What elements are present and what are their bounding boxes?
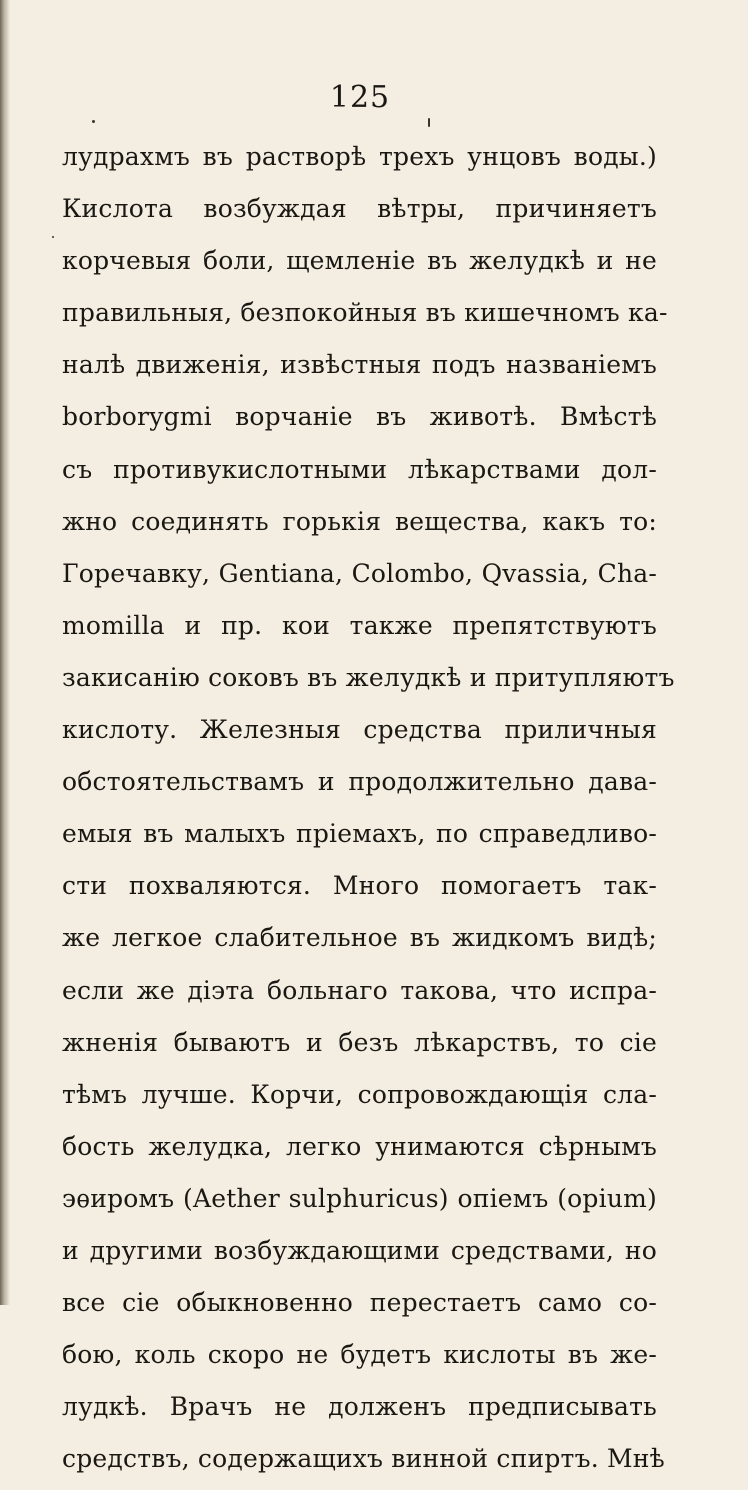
text-line: налѣ движенія, извѣстныя подъ названіемъ	[62, 350, 657, 380]
text-line: все сіе обыкновенно перестаетъ само со-	[62, 1288, 657, 1318]
text-line: и другими возбуждающими средствами, но	[62, 1235, 657, 1265]
text-line: кислоту. Железныя средства приличныя	[62, 715, 657, 745]
print-speck	[92, 120, 95, 123]
text-line: закисанію соковъ въ желудкѣ и притупляютъ	[62, 662, 675, 692]
text-line: обстоятельствамъ и продолжительно дава-	[62, 767, 657, 797]
text-line: корчевыя боли, щемленіе въ желудкѣ и не	[62, 246, 657, 276]
text-line: жненія бываютъ и безъ лѣкарствъ, то сіе	[62, 1027, 657, 1057]
body-text	[62, 136, 675, 1490]
page-edge-shadow	[0, 0, 10, 1305]
page-number: 125	[329, 80, 391, 115]
text-line: жно соединять горькія вещества, какъ то:	[62, 506, 657, 536]
text-line: правильныя, безпокойныя въ кишечномъ ка-	[62, 298, 668, 328]
text-line: если же діэта больнаго такова, что испра-	[62, 975, 657, 1005]
text-line: borborygmi ворчаніе въ животѣ. Вмѣстѣ	[62, 402, 657, 432]
text-line: средствъ, содержащихъ винной спиртъ. Мнѣ	[62, 1444, 665, 1474]
text-line: бою, коль скоро не будетъ кислоты въ же-	[62, 1340, 657, 1370]
text-line: лудкѣ. Врачъ не долженъ предписывать	[62, 1392, 657, 1422]
text-line: емыя въ малыхъ пріемахъ, по справедливо-	[62, 819, 657, 849]
text-line: тѣмъ лучше. Корчи, сопровождающія сла-	[62, 1079, 657, 1109]
text-line: лудрахмъ въ растворѣ трехъ унцовъ воды.)	[62, 142, 657, 171]
text-line: сти похваляются. Много помогаетъ так-	[62, 871, 657, 901]
text-line: Горечавку, Gentiana, Colombo, Qvassia, Cha-	[62, 558, 657, 588]
text-line: бость желудка, легко унимаются сѣрнымъ	[62, 1131, 657, 1161]
print-speck	[428, 118, 430, 127]
text-line: эѳиромъ (Aether sulphuricus) опіемъ (opium)	[62, 1183, 657, 1213]
text-line: Кислота возбуждая вѣтры, причиняетъ	[62, 194, 657, 224]
text-line: momilla и пр. кои также препятствуютъ	[62, 610, 657, 640]
print-speck	[52, 236, 54, 238]
text-line: же легкое слабительное въ жидкомъ видѣ;	[62, 923, 657, 953]
text-line: съ противукислотными лѣкарствами дол-	[62, 454, 657, 484]
